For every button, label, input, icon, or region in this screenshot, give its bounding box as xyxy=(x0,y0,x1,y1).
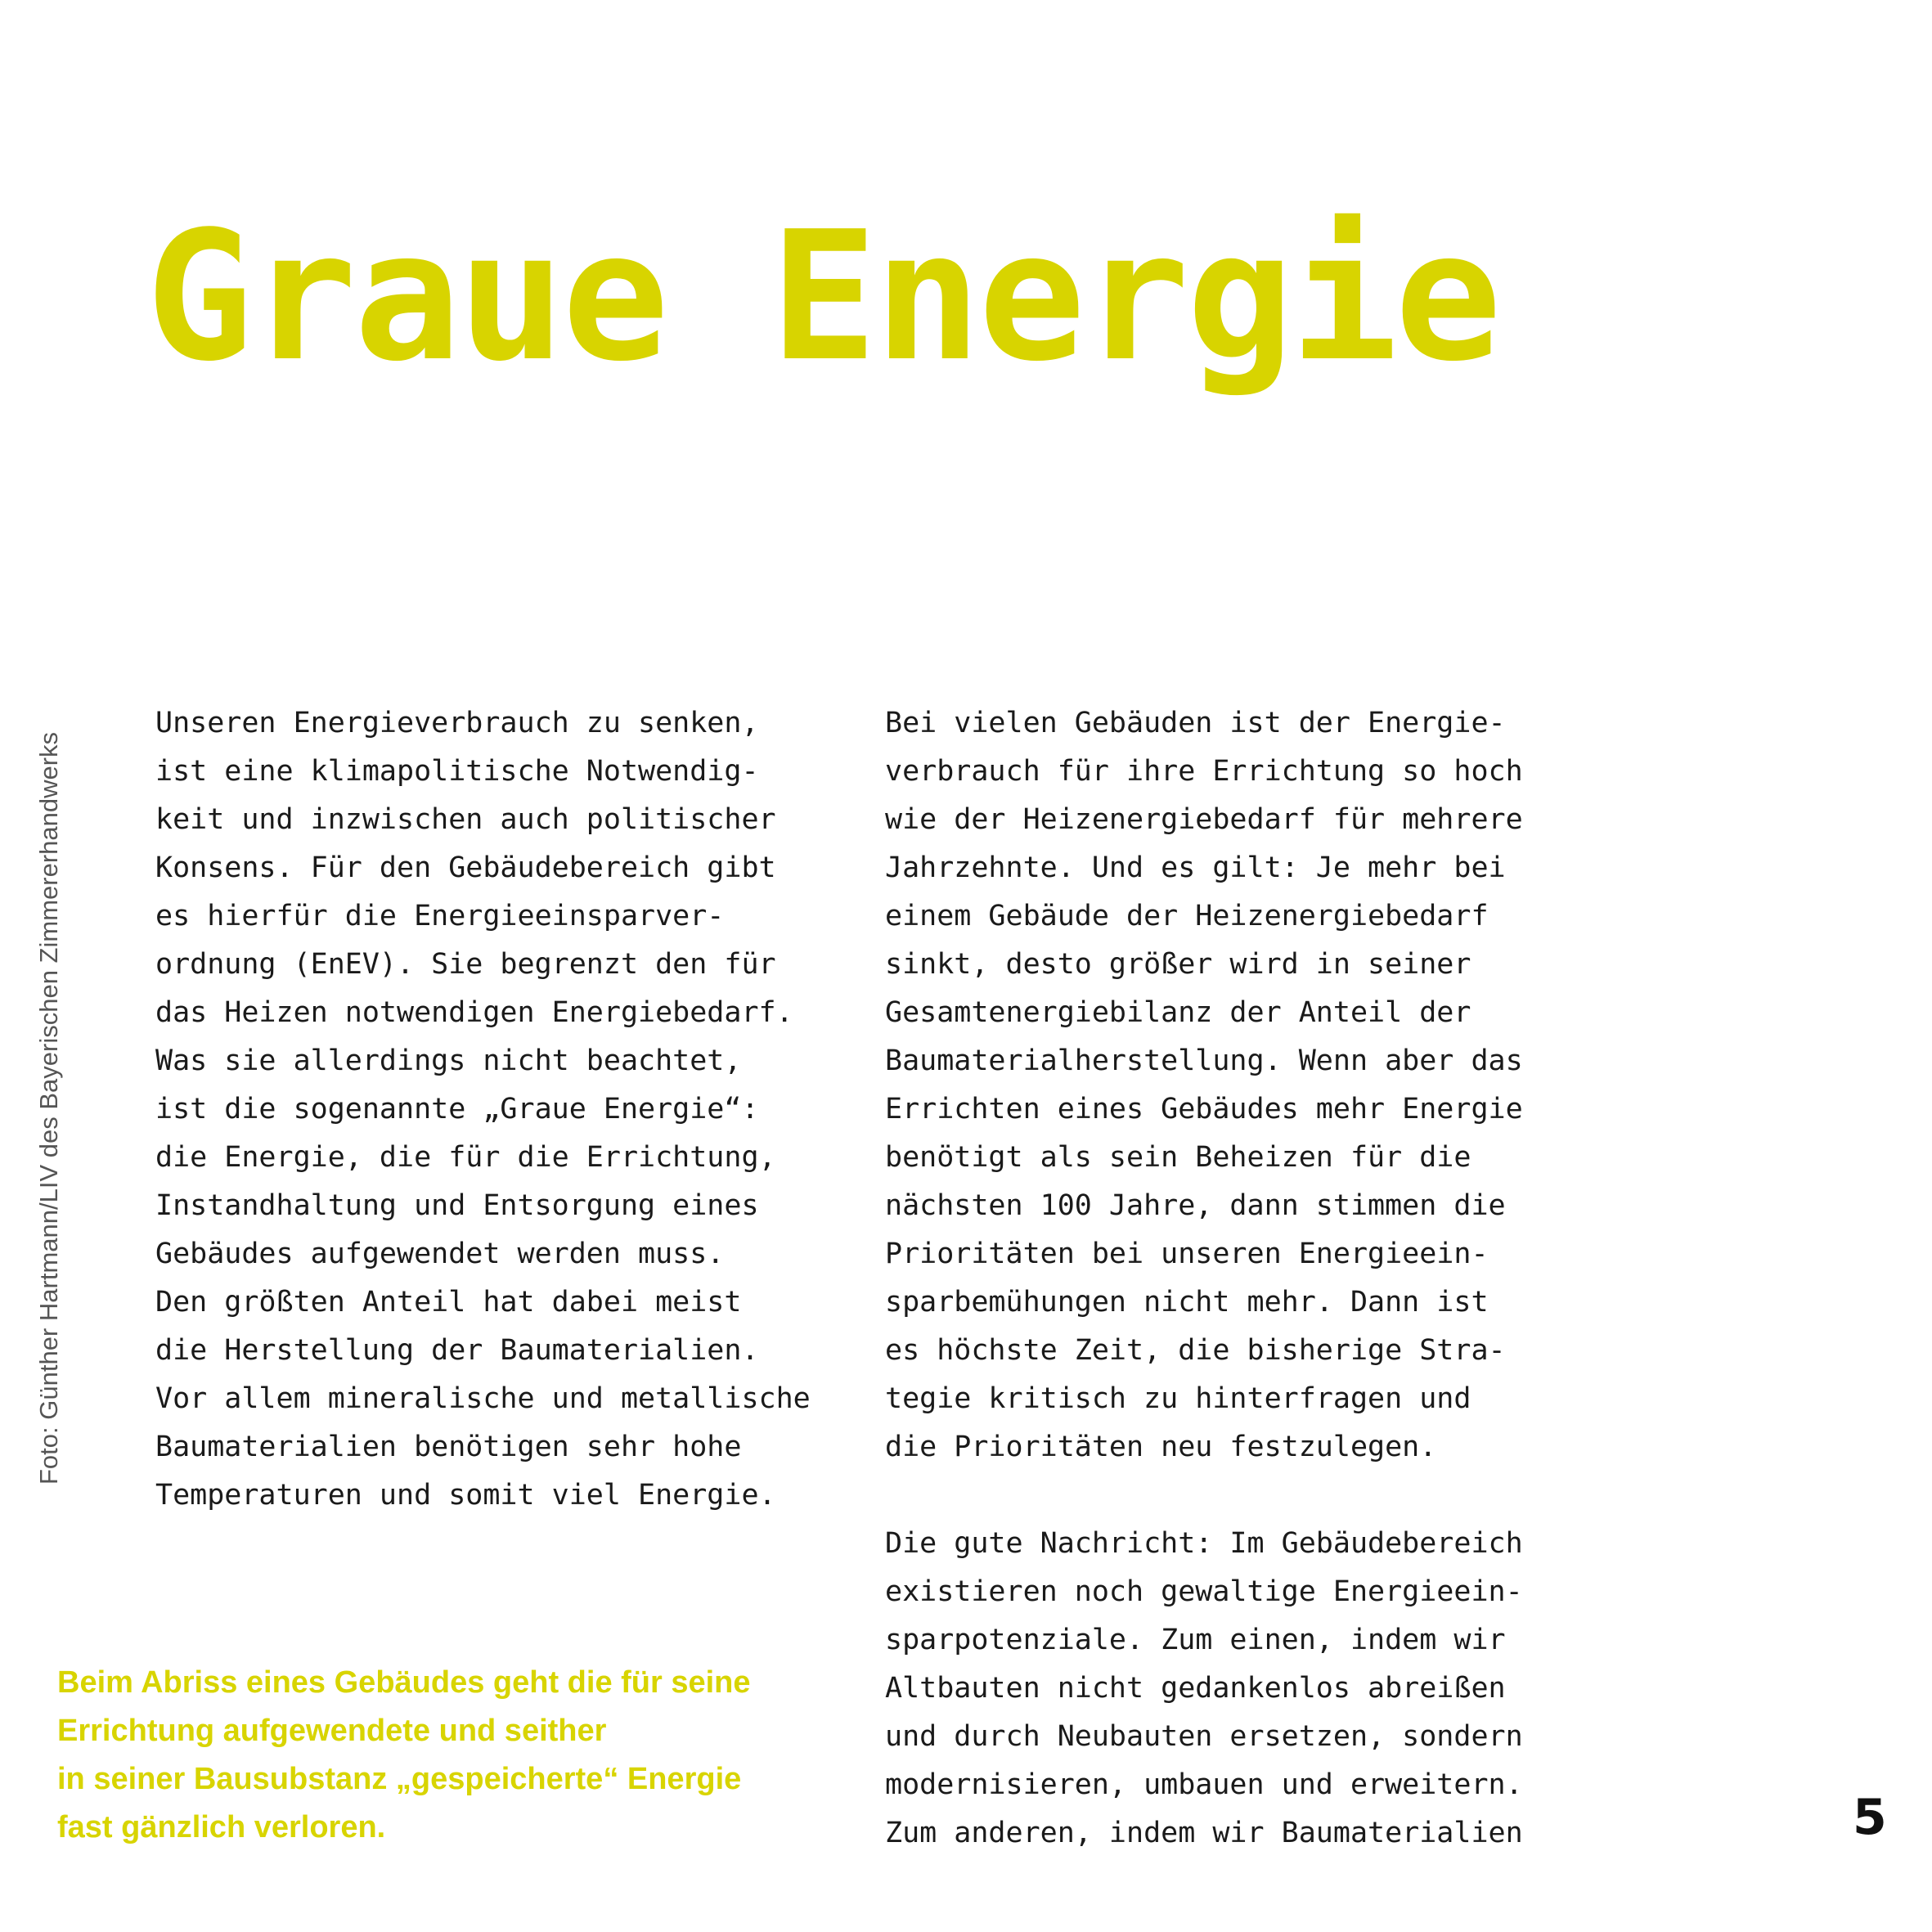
pull-quote-line: Beim Abriss eines Gebäudes geht die für seine xyxy=(57,1665,751,1700)
text-line: es hierfür die Energieeinsparver- xyxy=(155,900,725,932)
text-line: Gebäudes aufgewendet werden muss. xyxy=(155,1238,725,1270)
text-line: Altbauten nicht gedankenlos abreißen xyxy=(885,1672,1506,1705)
text-line: nächsten 100 Jahre, dann stimmen die xyxy=(885,1189,1506,1222)
text-line: sparbemühungen nicht mehr. Dann ist xyxy=(885,1286,1489,1319)
page-number: 5 xyxy=(1853,1789,1887,1846)
text-line: keit und inzwischen auch politischer xyxy=(155,803,776,836)
text-line: Errichten eines Gebäudes mehr Energie xyxy=(885,1093,1523,1126)
text-line: Baumaterialherstellung. Wenn aber das xyxy=(885,1045,1523,1077)
text-line: die Energie, die für die Errichtung, xyxy=(155,1141,776,1174)
text-line: sparpotenziale. Zum einen, indem wir xyxy=(885,1624,1506,1656)
pull-quote-line: Errichtung aufgewendete und seither xyxy=(57,1714,607,1748)
text-line: und durch Neubauten ersetzen, sondern xyxy=(885,1720,1523,1753)
pull-quote-line: fast gänzlich verloren. xyxy=(57,1810,386,1844)
text-line: das Heizen notwendigen Energiebedarf. xyxy=(155,996,793,1029)
text-line: Baumaterialien benötigen sehr hohe xyxy=(155,1431,742,1463)
text-line: Unseren Energieverbrauch zu senken, xyxy=(155,707,759,739)
photo-credit: Foto: Günther Hartmann/LIV des Bayerischen Zimmererhandwerks xyxy=(34,731,63,1485)
body-column-right xyxy=(885,699,1621,1858)
text-line: benötigt als sein Beheizen für die xyxy=(885,1141,1471,1174)
text-line: Die gute Nachricht: Im Gebäudebereich xyxy=(885,1527,1523,1560)
text-line: modernisieren, umbauen und erweitern. xyxy=(885,1768,1523,1801)
text-line: Jahrzehnte. Und es gilt: Je mehr bei xyxy=(885,851,1506,884)
text-line: existieren noch gewaltige Energieein- xyxy=(885,1575,1523,1608)
text-line: Konsens. Für den Gebäudebereich gibt xyxy=(155,851,776,884)
text-line: Temperaturen und somit viel Energie. xyxy=(155,1479,776,1512)
body-column-left xyxy=(155,699,859,1520)
text-line: ist die sogenannte „Graue Energie“: xyxy=(155,1093,759,1126)
text-line: Vor allem mineralische und metallische xyxy=(155,1382,811,1415)
text-line: ordnung (EnEV). Sie begrenzt den für xyxy=(155,948,776,981)
text-line: ist eine klimapolitische Notwendig- xyxy=(155,755,759,788)
text-line: Gesamtenergiebilanz der Anteil der xyxy=(885,996,1471,1029)
text-line: Was sie allerdings nicht beachtet, xyxy=(155,1045,742,1077)
text-line: es höchste Zeit, die bisherige Stra- xyxy=(885,1334,1506,1367)
text-line: wie der Heizenergiebedarf für mehrere xyxy=(885,803,1523,836)
text-line: die Herstellung der Baumaterialien. xyxy=(155,1334,759,1367)
text-line: die Prioritäten neu festzulegen. xyxy=(885,1431,1437,1463)
paragraph-gap xyxy=(885,1471,1621,1520)
text-line: einem Gebäude der Heizenergiebedarf xyxy=(885,900,1489,932)
text-line: Zum anderen, indem wir Baumaterialien xyxy=(885,1817,1523,1849)
text-line: Prioritäten bei unseren Energieein- xyxy=(885,1238,1489,1270)
text-line: Bei vielen Gebäuden ist der Energie- xyxy=(885,707,1506,739)
text-line: Den größten Anteil hat dabei meist xyxy=(155,1286,742,1319)
page-title: Graue Energie xyxy=(146,194,1499,401)
text-line: tegie kritisch zu hinterfragen und xyxy=(885,1382,1471,1415)
pull-quote-line: in seiner Bausubstanz „gespeicherte“ Energie xyxy=(57,1762,742,1796)
text-line: Instandhaltung und Entsorgung eines xyxy=(155,1189,759,1222)
text-line: verbrauch für ihre Errichtung so hoch xyxy=(885,755,1523,788)
pull-quote xyxy=(57,1659,810,1852)
text-line: sinkt, desto größer wird in seiner xyxy=(885,948,1471,981)
